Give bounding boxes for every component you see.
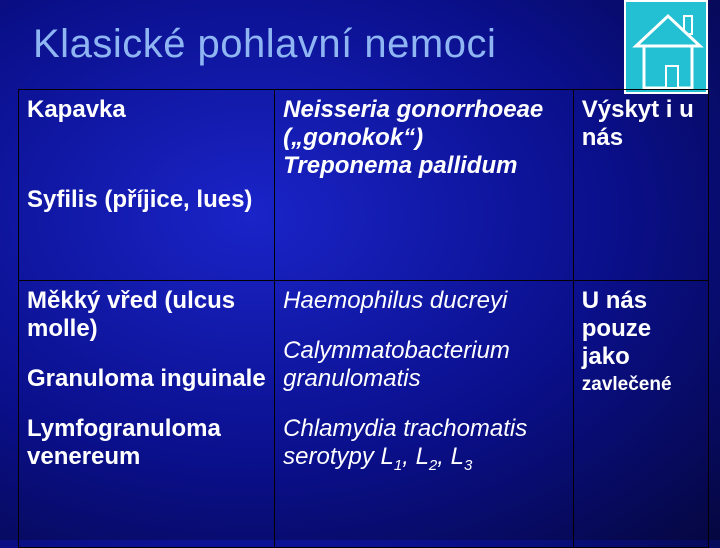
- pathogen-name: Calymmatobacterium granulomatis: [283, 337, 510, 392]
- occurrence-cell: [573, 281, 708, 548]
- pathogen-cell: [275, 281, 574, 548]
- disease-cell: [19, 281, 275, 548]
- serotype-sub: 2: [428, 456, 438, 474]
- pathogen-name: Chlamydia trachomatis: [283, 415, 528, 442]
- pathogen-name: Neisseria gonorrhoeae („gonokok“): [283, 96, 544, 151]
- serotype-sep: , L: [437, 443, 464, 470]
- table-row: [19, 90, 709, 281]
- occurrence-text: Výskyt i u nás: [581, 96, 694, 151]
- occurrence-text: U nás pouze jako: [581, 287, 652, 370]
- disease-name: Syfilis (příjice, lues): [27, 186, 253, 213]
- pathogen-name: Treponema pallidum: [283, 152, 518, 179]
- occurrence-text-small: zavlečené: [581, 374, 672, 395]
- house-icon: [626, 2, 710, 96]
- disease-name: Granuloma inguinale: [27, 365, 266, 392]
- serotype-sep: , L: [402, 443, 429, 470]
- pathogen-cell: [275, 90, 574, 281]
- diseases-table: [18, 89, 709, 548]
- home-button[interactable]: [624, 0, 708, 94]
- pathogen-name: Haemophilus ducreyi: [283, 287, 508, 314]
- disease-name: Kapavka: [27, 96, 126, 123]
- serotype-sub: 3: [463, 456, 473, 474]
- disease-name: Měkký vřed (ulcus molle): [27, 287, 236, 342]
- disease-cell: [19, 90, 275, 281]
- serotypes-line: [283, 443, 565, 480]
- serotype-sub: 1: [393, 456, 403, 474]
- table-row: [19, 281, 709, 548]
- disease-name: Lymfogranuloma venereum: [27, 415, 221, 470]
- serotypes-prefix: serotypy L: [283, 443, 394, 470]
- slide-title: Klasické pohlavní nemoci: [33, 22, 497, 66]
- occurrence-cell: [573, 90, 708, 281]
